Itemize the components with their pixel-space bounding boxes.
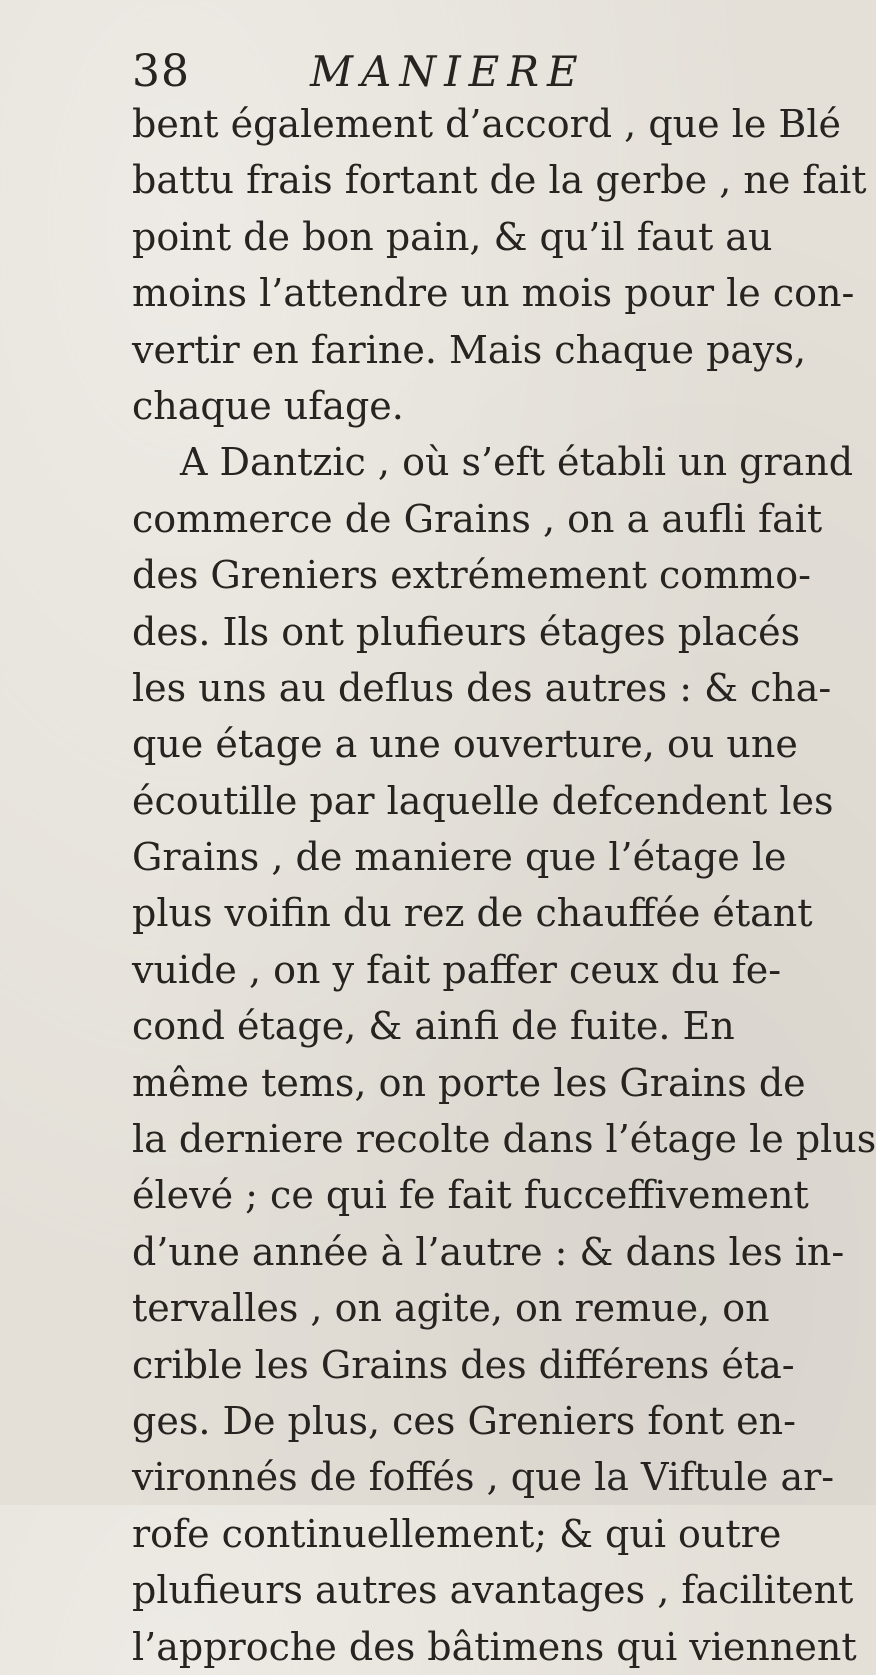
text-line: chaque ufage. — [132, 383, 404, 428]
text-line: les uns au deflus des autres : & cha- — [132, 665, 832, 710]
text-line: écoutille par laquelle defcendent les — [132, 778, 834, 823]
text-line: A Dantzic , où s’eft établi un grand — [180, 440, 854, 485]
body-text — [132, 96, 876, 1675]
text-line: même tems, on porte les Grains de — [132, 1060, 806, 1105]
text-line: que étage a une ouverture, ou une — [132, 722, 798, 767]
text-line: vironnés de foffés , que la Viftule ar- — [132, 1455, 835, 1500]
page-header — [132, 44, 772, 100]
running-head: MANIERE — [310, 47, 586, 96]
text-line: battu frais fortant de la gerbe , ne fait — [132, 158, 867, 203]
text-line: commerce de Grains , on a aufli fait — [132, 496, 823, 541]
text-line: plus voifin du rez de chauffée étant — [132, 891, 813, 936]
text-line: d’une année à l’autre : & dans les in- — [132, 1229, 845, 1274]
text-line: vuide , on y fait paffer ceux du fe- — [132, 947, 782, 992]
text-line: la derniere recolte dans l’étage le plus — [132, 1117, 876, 1162]
text-line: crible les Grains des différens éta- — [132, 1342, 795, 1387]
page-number: 38 — [132, 46, 190, 97]
text-line: rofe continuellement; & qui outre — [132, 1511, 782, 1556]
text-line: bent également d’accord , que le Blé — [132, 102, 841, 146]
text-line: l’approche des bâtimens qui viennent — [132, 1624, 857, 1669]
text-line: Grains , de maniere que l’étage le — [132, 835, 787, 880]
text-line: ges. De plus, ces Greniers font en- — [132, 1398, 796, 1443]
text-line: point de bon pain, & qu’il faut au — [132, 214, 773, 259]
text-line: cond étage, & ainfi de fuite. En — [132, 1004, 735, 1049]
text-line: plufieurs autres avantages , facilitent — [132, 1568, 854, 1613]
text-line: des. Ils ont plufieurs étages placés — [132, 609, 801, 654]
text-line: moins l’attendre un mois pour le con- — [132, 271, 855, 316]
text-line: vertir en farine. Mais chaque pays, — [132, 327, 807, 372]
text-line: tervalles , on agite, on remue, on — [132, 1286, 770, 1331]
text-line: élevé ; ce qui fe fait fucceffivement — [132, 1173, 809, 1218]
text-line: des Greniers extrémement commo- — [132, 553, 811, 598]
